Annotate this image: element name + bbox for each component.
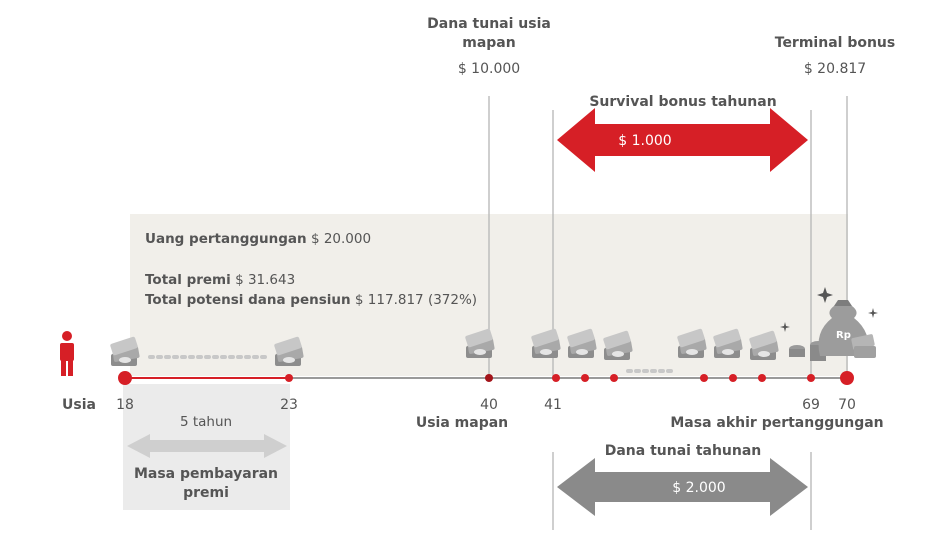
dana-tunai-usia-mapan-value: $ 10.000	[457, 61, 521, 77]
premium-period-title-line1: Masa pembayaran	[133, 466, 279, 482]
age-label-41: 41	[544, 397, 562, 413]
total-premi-line	[145, 272, 295, 288]
marker-year-68	[758, 374, 766, 382]
marker-year-42	[581, 374, 589, 382]
total-potensi-pct: (372%)	[427, 292, 478, 308]
survival-bonus-value: $ 1.000	[618, 133, 672, 149]
usia-mapan-label: Usia mapan	[415, 415, 509, 431]
premium-duration-label: 5 tahun	[179, 414, 233, 430]
age-label-18: 18	[116, 397, 134, 413]
uang-pertanggungan-line	[145, 231, 371, 247]
marker-year-43	[610, 374, 618, 382]
age-label-70: 70	[838, 397, 856, 413]
dana-tunai-usia-mapan-title-line2: mapan	[462, 35, 516, 51]
uang-pertanggungan-value: $ 20.000	[310, 231, 372, 247]
total-potensi-value: $ 117.817	[354, 292, 424, 308]
survival-bonus-title: Survival bonus tahunan	[589, 94, 777, 110]
marker-age-69	[807, 374, 815, 382]
total-potensi-label: Total potensi dana pensiun	[145, 292, 351, 308]
marker-age-23	[285, 374, 293, 382]
masa-akhir-label: Masa akhir pertanggungan	[670, 415, 884, 431]
age-label-40: 40	[480, 397, 498, 413]
marker-age-40	[485, 374, 493, 382]
terminal-bonus-title: Terminal bonus	[774, 35, 896, 51]
money-bag-currency-label: Rp	[836, 330, 851, 341]
age-label-69: 69	[802, 397, 820, 413]
usia-label: Usia	[62, 397, 96, 413]
marker-age-18	[118, 371, 132, 385]
person-icon	[60, 331, 74, 376]
marker-age-41	[552, 374, 560, 382]
marker-age-70	[840, 371, 854, 385]
dana-tunai-tahunan-title: Dana tunai tahunan	[604, 443, 762, 459]
terminal-bonus-value: $ 20.817	[803, 61, 867, 77]
money-stack-icon	[110, 336, 140, 366]
total-potensi-line	[145, 292, 477, 308]
dana-tunai-tahunan-value: $ 2.000	[672, 480, 726, 496]
premium-period-title-line2: premi	[183, 485, 229, 501]
marker-year-67	[729, 374, 737, 382]
survival-bonus-arrow	[557, 108, 808, 172]
age-label-23: 23	[280, 397, 298, 413]
total-premi-value: $ 31.643	[235, 272, 296, 288]
uang-pertanggungan-label: Uang pertanggungan	[145, 231, 307, 247]
marker-year-66	[700, 374, 708, 382]
dana-tunai-usia-mapan-title-line1: Dana tunai usia	[427, 16, 551, 32]
total-premi-label: Total premi	[145, 272, 231, 288]
